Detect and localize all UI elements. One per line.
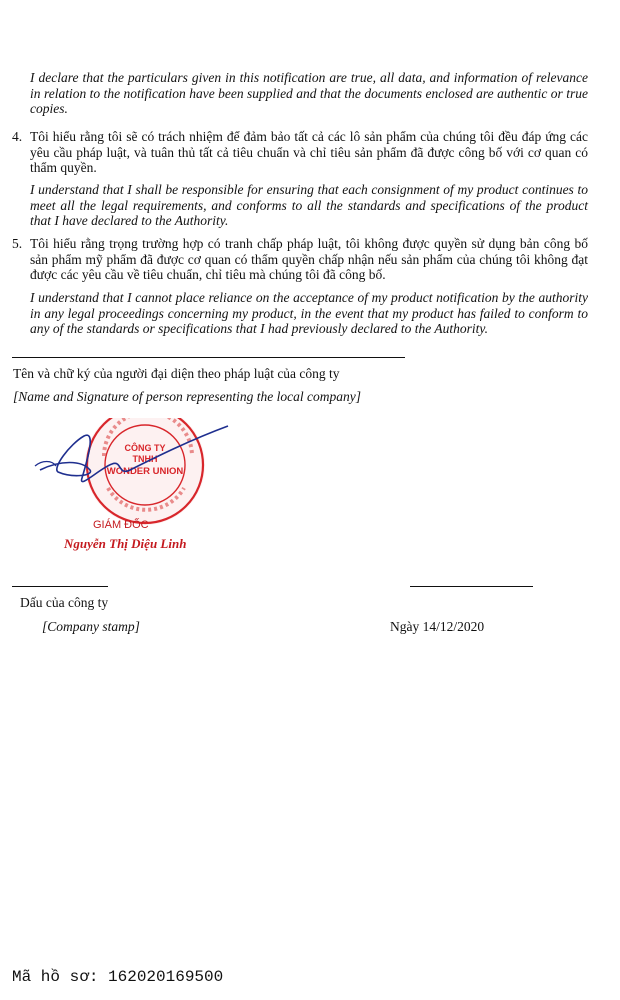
declaration-item-4	[12, 129, 588, 176]
signature-label-en: [Name and Signature of person representing the local company]	[13, 389, 361, 404]
date-divider-line	[410, 586, 533, 587]
item-text-en: I understand that I cannot place reliance on the acceptance of my product notification by the authority in any legal proceedings concerning my product, in the event that my product has failed to conform to any of the standards or specifications that I had previously declared to the Authority.	[30, 290, 588, 336]
seal-text: CÔNG TY	[124, 443, 166, 453]
seal-text: WONDER UNION	[106, 466, 184, 477]
declaration-intro: I declare that the particulars given in this notification are true, all data, and information of relevance in relation to the notification have been supplied and that the documents enclosed are authentic or true copies.	[30, 70, 588, 116]
item-number: 4.	[12, 129, 23, 144]
seal-text: TNHH	[132, 454, 158, 464]
signer-name: Nguyễn Thị Diệu Linh	[64, 536, 187, 551]
item-text-en: I understand that I shall be responsible for ensuring that each consignment of my product continues to meet all the legal requirements, and conforms to all the standards and specifications of the product that I have declared to the Authority.	[30, 182, 588, 228]
company-seal-image	[30, 418, 235, 558]
company-stamp-label-vi: Dấu của công ty	[20, 595, 109, 610]
file-code: Mã hồ sơ: 162020169500	[12, 968, 224, 986]
item-text-vi: Tôi hiểu rằng tôi sẽ có trách nhiệm để đảm bảo tất cả các lô sản phẩm của chúng tôi đều đáp ứng các yêu cầu pháp luật, và tuân thủ tất cả tiêu chuẩn và chỉ tiêu sản phẩm đã được công bố với cơ quan có thẩm quyền.	[30, 129, 588, 175]
signer-title: GIÁM ĐỐC	[93, 519, 149, 531]
signature-label-vi: Tên và chữ ký của người đại diện theo pháp luật của công ty	[13, 366, 340, 381]
signature-divider-line	[12, 357, 405, 358]
stamp-divider-line	[12, 586, 108, 587]
signing-date: Ngày 14/12/2020	[390, 619, 485, 634]
company-seal-and-signature	[30, 418, 235, 558]
company-stamp-label-en: [Company stamp]	[42, 619, 140, 634]
item-text-vi: Tôi hiểu rằng trọng trường hợp có tranh chấp pháp luật, tôi không được quyền sử dụng bản công bố sản phẩm mỹ phẩm đã được cơ quan có thẩm quyền chấp nhận nếu sản phẩm của chúng tôi không đạt được các yêu cầu về tiêu chuẩn, chỉ tiêu mà chúng tôi đã công bố.	[30, 236, 588, 282]
item-number: 5.	[12, 236, 23, 251]
declaration-item-5	[12, 236, 588, 283]
